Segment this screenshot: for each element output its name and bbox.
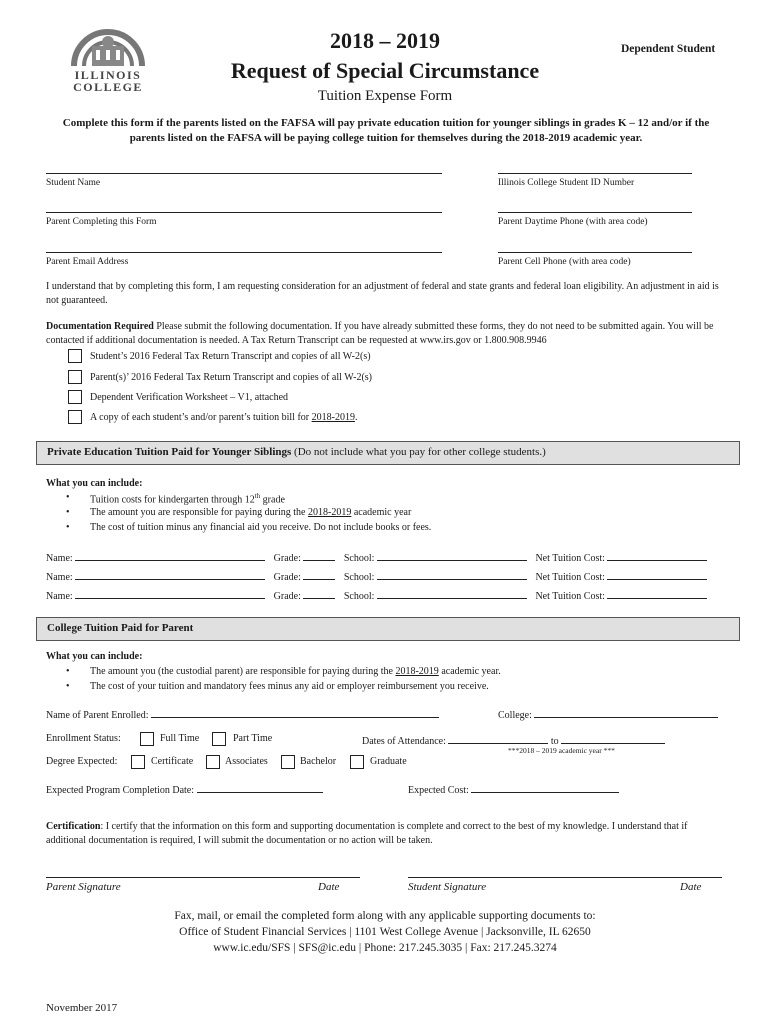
certificate-checkbox[interactable] xyxy=(131,755,145,769)
footer-office: Office of Student Financial Services | 1101 West College Avenue | Jacksonville, IL 62650 xyxy=(179,926,591,938)
parent-email-line[interactable] xyxy=(46,252,442,253)
checkbox-verification[interactable] xyxy=(68,390,82,404)
parent-date-label: Date xyxy=(318,881,340,893)
parent-name-line[interactable] xyxy=(46,212,442,213)
sibling-cost-input[interactable] xyxy=(607,569,707,580)
sibling-grade-input[interactable] xyxy=(303,569,335,580)
understand-text: I understand that by completing this form, I am requesting consideration for an adjustment of federal and state grants and federal loan eligibility. An adjustment in aid is not guaranteed. xyxy=(46,281,719,306)
footer-instructions: Fax, mail, or email the completed form along with any applicable supporting documents to: xyxy=(174,910,596,922)
checklist-item-parent-tax: Parent(s)’ 2016 Federal Tax Return Transcript and copies of all W-2(s) xyxy=(90,372,373,383)
expected-cost-row: Expected Cost: xyxy=(408,782,619,796)
parent-day-phone-line[interactable] xyxy=(498,212,692,213)
parent-name-label: Parent Completing this Form xyxy=(46,217,157,227)
checklist-item-verification: Dependent Verification Worksheet – V1, attached xyxy=(90,392,289,403)
checkbox-tuition-bill[interactable] xyxy=(68,410,82,424)
full-time-checkbox[interactable] xyxy=(140,732,154,746)
logo-text-line2: COLLEGE xyxy=(73,80,143,94)
checklist-item-student-tax: Student’s 2016 Federal Tax Return Transcript and copies of all W-2(s) xyxy=(90,351,371,362)
graduate-checkbox[interactable] xyxy=(350,755,364,769)
sibling-school-input[interactable] xyxy=(377,588,527,599)
sibling-row-3: Name: Grade: School: Net Tuition Cost: xyxy=(46,588,707,602)
sibling-grade-input[interactable] xyxy=(303,588,335,599)
student-name-label: Student Name xyxy=(46,178,101,188)
sibling-name-input[interactable] xyxy=(75,588,265,599)
enrollment-status-label: Enrollment Status: xyxy=(46,733,121,744)
expected-cost-input[interactable] xyxy=(471,782,619,793)
college-tuition-heading: College Tuition Paid for Parent xyxy=(47,622,194,634)
sibling-row-2: Name: Grade: School: Net Tuition Cost: xyxy=(46,569,707,583)
part-time-checkbox[interactable] xyxy=(212,732,226,746)
parent-cell-label: Parent Cell Phone (with area code) xyxy=(498,257,631,267)
dates-note: ***2018 – 2019 academic year *** xyxy=(508,746,615,755)
student-id-label: Illinois College Student ID Number xyxy=(498,178,635,188)
completion-date-input[interactable] xyxy=(197,782,323,793)
graduate-label: Graduate xyxy=(370,756,407,767)
checklist-item-tuition-bill: A copy of each student’s and/or parent’s tuition bill for 2018-2019. xyxy=(90,412,358,423)
bachelor-label: Bachelor xyxy=(300,756,337,767)
student-id-line[interactable] xyxy=(498,173,692,174)
parent-enrolled-row: Name of Parent Enrolled: xyxy=(46,707,439,721)
sibling-cost-input[interactable] xyxy=(607,550,707,561)
intro-text: Complete this form if the parents listed on the FAFSA will pay private education tuition for younger siblings in grades K – 12 and/or if the parents listed on the FAFSA will be paying college tuition for themselves during the 2018-2019 academic year. xyxy=(62,117,710,144)
logo-text-line1: ILLINOIS xyxy=(74,68,142,82)
form-subtitle: Tuition Expense Form xyxy=(317,88,453,104)
end-date-input[interactable] xyxy=(561,733,665,744)
form-year: 2018 – 2019 xyxy=(330,28,440,53)
college-row: College: xyxy=(498,707,718,721)
sibling-school-input[interactable] xyxy=(377,550,527,561)
college-input[interactable] xyxy=(534,707,718,718)
sibling-school-input[interactable] xyxy=(377,569,527,580)
checkbox-student-tax[interactable] xyxy=(68,349,82,363)
private-education-note: (Do not include what you pay for other college students.) xyxy=(291,446,546,458)
parent-cell-line[interactable] xyxy=(498,252,692,253)
sibling-grade-input[interactable] xyxy=(303,550,335,561)
associates-checkbox[interactable] xyxy=(206,755,220,769)
certification-paragraph xyxy=(46,820,726,848)
start-date-input[interactable] xyxy=(448,733,548,744)
private-what-label: What you can include: xyxy=(46,478,143,489)
college-tuition-header xyxy=(36,617,740,641)
dates-row: Dates of Attendance: to xyxy=(362,733,665,747)
parent-enrolled-input[interactable] xyxy=(151,707,439,718)
sibling-name-input[interactable] xyxy=(75,569,265,580)
sibling-row-1: Name: Grade: School: Net Tuition Cost: xyxy=(46,550,707,564)
student-signature-label: Student Signature xyxy=(408,881,487,893)
footer-contact: www.ic.edu/SFS | SFS@ic.edu | Phone: 217.245.3035 | Fax: 217.245.3274 xyxy=(213,942,557,954)
form-title: Request of Special Circumstance xyxy=(230,58,540,83)
certificate-label: Certificate xyxy=(151,756,194,767)
revision-date: November 2017 xyxy=(46,1002,118,1014)
sibling-cost-input[interactable] xyxy=(607,588,707,599)
completion-date-row: Expected Program Completion Date: xyxy=(46,782,323,796)
checkbox-parent-tax[interactable] xyxy=(68,370,82,384)
documentation-paragraph xyxy=(46,320,726,348)
student-type: Dependent Student xyxy=(621,43,716,55)
sibling-name-input[interactable] xyxy=(75,550,265,561)
documentation-text: Please submit the following documentation. If you have already submitted these forms, they do not need to be submitted again. You will be contacted if additional documentation is needed. A Tax Return Transcript can be requested at www.irs.gov or 1.800.908.9946 xyxy=(46,321,714,346)
student-name-line[interactable] xyxy=(46,173,442,174)
full-time-label: Full Time xyxy=(160,733,200,744)
college-what-label: What you can include: xyxy=(46,651,143,662)
private-education-header xyxy=(36,441,740,465)
documentation-label: Documentation Required xyxy=(46,321,154,332)
student-date-label: Date xyxy=(680,881,702,893)
private-education-heading: Private Education Tuition Paid for Younger Siblings xyxy=(47,446,292,458)
degree-expected-label: Degree Expected: xyxy=(46,756,118,767)
bachelor-checkbox[interactable] xyxy=(281,755,295,769)
associates-label: Associates xyxy=(225,756,268,767)
parent-day-phone-label: Parent Daytime Phone (with area code) xyxy=(498,217,648,227)
parent-email-label: Parent Email Address xyxy=(46,257,129,267)
parent-signature-label: Parent Signature xyxy=(46,881,121,893)
certification-text: : I certify that the information on this form and supporting documentation is complete and correct to the best of my knowledge. I understand that if additional documentation is required, I will submit the documentation or no action will be taken. xyxy=(46,821,688,846)
certification-label: Certification xyxy=(46,821,101,832)
student-signature-line[interactable] xyxy=(408,877,722,878)
part-time-label: Part Time xyxy=(233,733,273,744)
parent-signature-line[interactable] xyxy=(46,877,360,878)
